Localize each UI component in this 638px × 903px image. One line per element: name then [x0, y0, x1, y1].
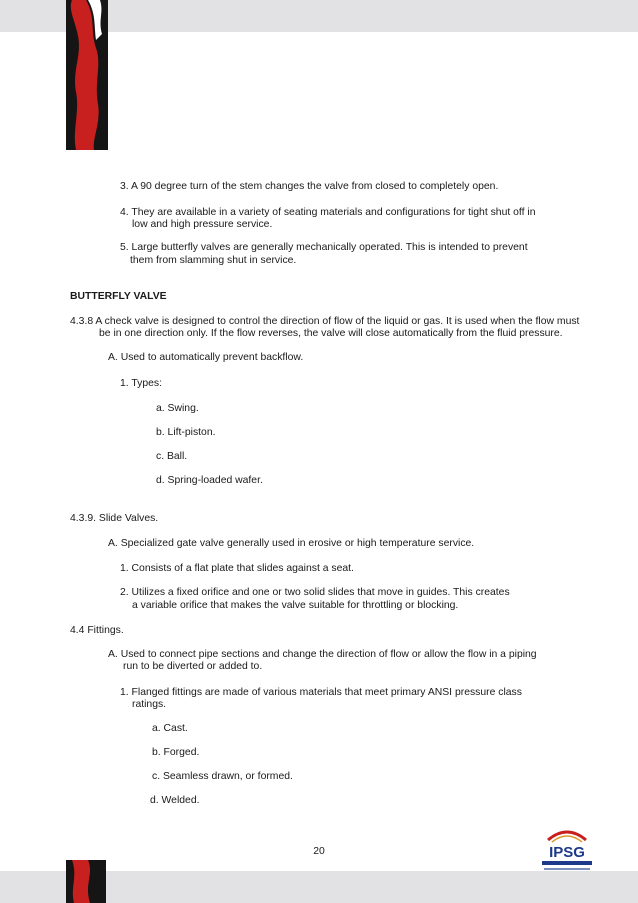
check-item-1: 1. Types:: [120, 378, 162, 389]
check-item-b: b. Lift-piston.: [156, 427, 216, 438]
slide-item-2-continuation: a variable orifice that makes the valve suitable for throttling or blocking.: [132, 600, 459, 611]
butterfly-item-5: 5. Large butterfly valves are generally mechanically operated. This is intended to prevent: [120, 242, 528, 253]
page-number: 20: [313, 846, 325, 857]
logo-text: IPSG: [549, 844, 585, 861]
butterfly-item-4: 4. They are available in a variety of seating materials and configurations for tight shut off in: [120, 207, 536, 218]
slide-item-A: A. Specialized gate valve generally used in erosive or high temperature service.: [108, 538, 475, 549]
slide-valves-heading: 4.3.9. Slide Valves.: [70, 513, 159, 524]
fittings-item-1-continuation: ratings.: [132, 699, 167, 710]
fittings-item-a: a. Cast.: [152, 723, 188, 734]
butterfly-item-4-continuation: low and high pressure service.: [132, 219, 273, 230]
check-item-d: d. Spring-loaded wafer.: [156, 475, 263, 486]
slide-item-2: 2. Utilizes a fixed orifice and one or two solid slides that move in guides. This creates: [120, 587, 510, 598]
check-valve-intro: 4.3.8 A check valve is designed to control the direction of flow of the liquid or gas. It is used when the flow must: [70, 316, 580, 327]
decorative-ribbon-bottom: [66, 860, 106, 903]
fittings-item-c: c. Seamless drawn, or formed.: [152, 771, 293, 782]
fittings-item-b: b. Forged.: [152, 747, 200, 758]
check-valve-intro-continuation: be in one direction only. If the flow reverses, the valve will close automatically from the fluid pressure.: [99, 328, 563, 339]
fittings-item-1: 1. Flanged fittings are made of various materials that meet primary ANSI pressure class: [120, 687, 522, 698]
decorative-ribbon-top: [66, 0, 108, 150]
fittings-item-d: d. Welded.: [150, 795, 200, 806]
butterfly-valve-heading: BUTTERFLY VALVE: [70, 291, 167, 302]
butterfly-item-3: 3. A 90 degree turn of the stem changes the valve from closed to completely open.: [120, 181, 499, 192]
slide-item-1: 1. Consists of a flat plate that slides against a seat.: [120, 563, 354, 574]
fittings-heading: 4.4 Fittings.: [70, 625, 124, 636]
check-item-c: c. Ball.: [156, 451, 188, 462]
check-item-A: A. Used to automatically prevent backflow.: [108, 352, 304, 363]
check-item-a: a. Swing.: [156, 403, 199, 414]
fittings-item-A-continuation: run to be diverted or added to.: [123, 661, 263, 672]
fittings-item-A: A. Used to connect pipe sections and change the direction of flow or allow the flow in a piping: [108, 649, 537, 660]
butterfly-item-5-continuation: them from slamming shut in service.: [130, 255, 297, 266]
